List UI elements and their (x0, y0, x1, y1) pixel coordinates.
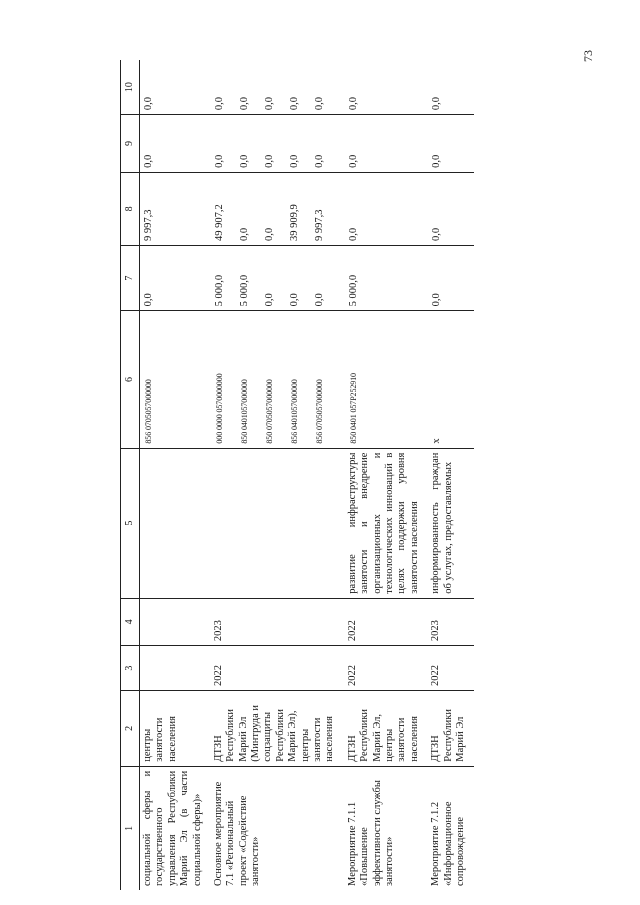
cell-executor: центры занятости населения (140, 691, 211, 767)
cell-value-8: 0,0 (345, 172, 428, 245)
cell-end-year: 2023 (428, 598, 474, 645)
cell-result (211, 448, 345, 598)
col-header-5: 5 (121, 448, 140, 598)
cell-name: Основное мероприятие 7.1 «Региональный проект «Содействие занятости» (212, 781, 261, 886)
cell-value-9: 0,0 (140, 115, 211, 173)
cell-result: развитие инфраструктуры занятости и внедрение организационных и технологических инноваций в целях поддержки уровня занятости населения (345, 448, 428, 598)
cell-value-9: 0,0 (345, 115, 428, 173)
cell-name: Мероприятие 7.1.1 «Повышение эффективности службы занятости» (346, 780, 395, 886)
cell-value-7: 5 000,0 (345, 245, 428, 310)
cell-budget-code: 850 0401 057P252910 (345, 311, 428, 448)
cell-start-year: 2022 (211, 646, 345, 691)
cell-value-10: 0,0 (428, 60, 474, 115)
cell-value-9: 0,0 (428, 115, 474, 173)
cell-value-8: 0,0 (428, 172, 474, 245)
cell-value-8: 9 997,3 (140, 172, 211, 245)
cell-result (140, 448, 211, 598)
cell-start-year: 2022 (345, 646, 428, 691)
cell-end-year (140, 598, 211, 645)
cell-value-10: 0,0 (140, 60, 211, 115)
col-header-10: 10 (121, 60, 140, 115)
cell-result: информированность граждан об услугах, предоставляемых (428, 448, 474, 598)
table-row (345, 60, 428, 890)
cell-executor: ДТЗН Республики Марий Эл, центры занятости населения (345, 691, 428, 767)
cell-name: Мероприятие 7.1.2 «Информационное сопровождение (430, 801, 466, 886)
cell-value-7: 0,0 (140, 245, 211, 310)
cell-budget-code: 856 0705057000000 (140, 311, 211, 448)
cell-value-9: 0,0 0,0 0,0 0,0 0,0 (211, 115, 345, 173)
budget-table (120, 60, 474, 890)
cell-budget-code: 000 0000 0570000000 850 0401057000000 850 0705057000000 856 0401057000000 856 0705057000000 (211, 311, 345, 448)
col-header-6: 6 (121, 311, 140, 448)
page-number: 73 (581, 50, 595, 62)
table-row (428, 60, 474, 890)
cell-end-year: 2022 (345, 598, 428, 645)
cell-executor: ДТЗН Республики Марий Эл (428, 691, 474, 767)
cell-start-year (140, 646, 211, 691)
col-header-2: 2 (121, 691, 140, 767)
cell-value-10: 0,0 0,0 0,0 0,0 0,0 (211, 60, 345, 115)
cell-value-7: 5 000,0 5 000,0 0,0 0,0 0,0 (211, 245, 345, 310)
cell-name: социальной сферы и государственного управления Республики Марий Эл (в части социальной сферы)» (142, 770, 203, 886)
cell-end-year: 2023 (211, 598, 345, 645)
cell-start-year: 2022 (428, 646, 474, 691)
cell-executor: ДТЗН Республики Марий Эл (Минтруда и соцзащиты Республики Марий Эл), центры занятости населения (211, 691, 345, 767)
col-header-3: 3 (121, 646, 140, 691)
col-header-8: 8 (121, 172, 140, 245)
col-header-7: 7 (121, 245, 140, 310)
table-row (140, 60, 211, 890)
col-header-9: 9 (121, 115, 140, 173)
col-header-1: 1 (121, 766, 140, 890)
cell-value-7: 0,0 (428, 245, 474, 310)
col-header-4: 4 (121, 598, 140, 645)
rotated-table-area (120, 60, 535, 890)
cell-value-8: 49 907,2 0,0 0,0 39 909,9 9 997,3 (211, 172, 345, 245)
column-number-row (121, 60, 140, 890)
cell-budget-code: х (428, 311, 474, 448)
table-row (211, 60, 345, 890)
cell-value-10: 0,0 (345, 60, 428, 115)
